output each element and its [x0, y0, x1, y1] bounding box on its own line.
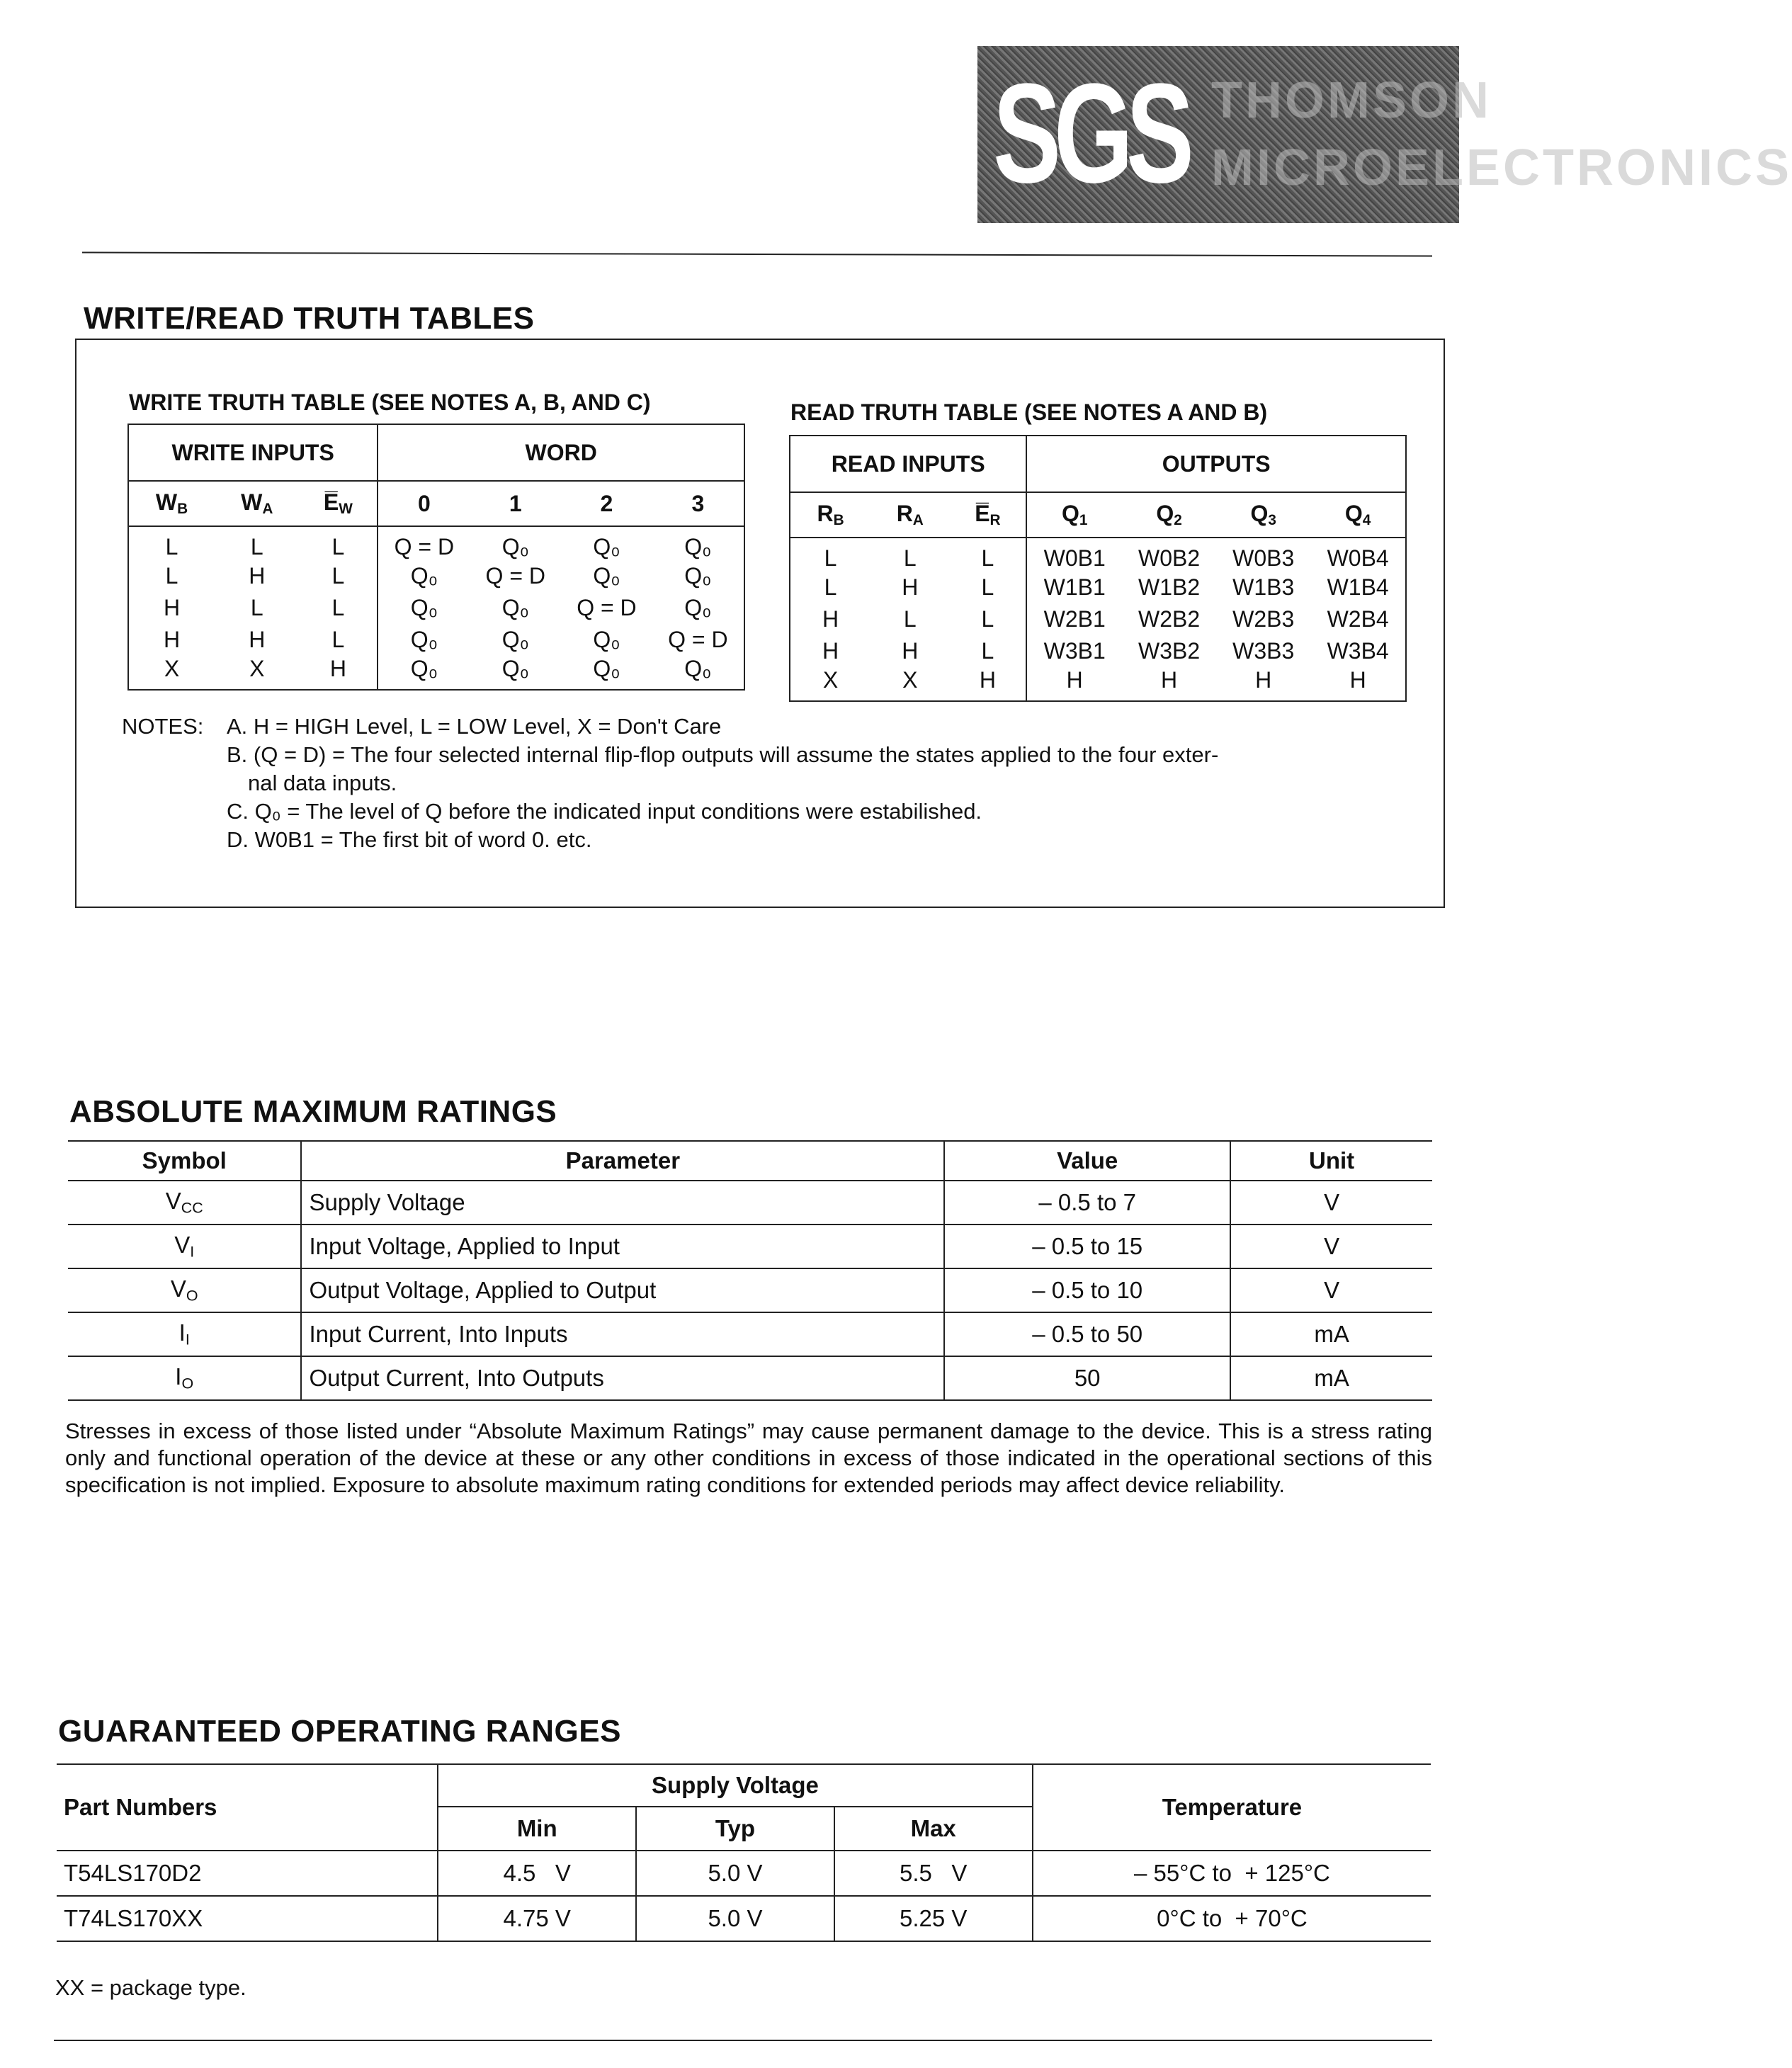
write-cell: Q₀	[593, 534, 620, 559]
write-cell: Q₀	[684, 595, 712, 620]
abs-max-row	[68, 1225, 1432, 1268]
read-col-0	[790, 492, 871, 538]
operating-ranges-table	[57, 1763, 1431, 1942]
read-cell: H	[1066, 667, 1083, 693]
read-cell: H	[822, 638, 839, 664]
write-col-3-main: 0	[417, 490, 431, 516]
write-cell: H	[299, 656, 378, 690]
operating-typ: 5.0 V	[636, 1896, 834, 1941]
read-cell: L	[903, 545, 917, 571]
read-cell: W2B4	[1327, 606, 1389, 632]
write-cell: L	[299, 592, 378, 624]
write-col-2-main: E̅	[323, 489, 339, 515]
read-cell: W2B3	[1232, 606, 1295, 632]
col-supply-voltage: Supply Voltage	[438, 1764, 1033, 1807]
write-row	[128, 560, 744, 592]
operating-part: T54LS170D2	[57, 1851, 438, 1896]
operating-max: 5.5 V	[834, 1851, 1033, 1896]
read-row	[790, 635, 1406, 667]
read-cell: W2B2	[1138, 606, 1201, 632]
write-cell: L	[250, 595, 263, 620]
abs-max-row	[68, 1268, 1432, 1312]
read-cell: X	[902, 667, 918, 693]
read-truth-table	[789, 435, 1407, 702]
write-cell: Q = D	[668, 627, 728, 652]
notes-list	[227, 712, 1424, 854]
package-footnote: XX = package type.	[55, 1975, 246, 2000]
write-col-4	[470, 481, 561, 526]
write-cell: X	[164, 656, 180, 681]
abs-max-unit: V	[1324, 1233, 1340, 1259]
symbol-main: I	[178, 1319, 186, 1346]
col-unit: Unit	[1309, 1147, 1355, 1174]
operating-min: 4.5 V	[438, 1851, 636, 1896]
logo-company: THOMSON MICROELECTRONICS	[1211, 72, 1792, 196]
read-cell: W0B4	[1327, 545, 1389, 571]
read-cell: W1B4	[1327, 574, 1389, 600]
abs-max-value: – 0.5 to 7	[944, 1181, 1230, 1225]
read-col-1-main: R	[896, 500, 913, 526]
abs-max-symbol	[68, 1356, 301, 1400]
read-inputs-group: READ INPUTS	[790, 436, 1026, 492]
read-cell: H	[822, 606, 839, 632]
abs-max-title: ABSOLUTE MAXIMUM RATINGS	[69, 1094, 557, 1129]
abs-max-parameter: Input Voltage, Applied to Input	[301, 1225, 944, 1268]
write-cell: Q₀	[684, 534, 712, 559]
read-row	[790, 667, 1406, 701]
write-row	[128, 592, 744, 624]
symbol-sub: I	[185, 1331, 190, 1348]
bottom-rule	[54, 2040, 1432, 2041]
outputs-group: OUTPUTS	[1026, 436, 1406, 492]
write-cell: Q₀	[410, 563, 438, 589]
read-col-3-sub: 1	[1079, 512, 1088, 529]
write-col-5	[561, 481, 652, 526]
abs-max-unit: mA	[1314, 1321, 1349, 1347]
write-cell: Q₀	[593, 627, 620, 652]
abs-max-unit: V	[1324, 1189, 1340, 1215]
write-cell: Q₀	[593, 563, 620, 589]
read-col-2	[949, 492, 1026, 538]
write-cell: H	[163, 627, 181, 652]
read-col-6-main: Q	[1344, 500, 1363, 526]
abs-max-row	[68, 1181, 1432, 1225]
write-col-1-sub: A	[262, 501, 273, 518]
read-col-4-main: Q	[1156, 500, 1174, 526]
write-cell: H	[163, 595, 181, 620]
note-b: B. (Q = D) = The four selected internal flip-flop outputs will assume the states applied to the four exter-	[227, 742, 1219, 767]
write-cell: Q₀	[501, 627, 529, 652]
read-cell: W0B2	[1138, 545, 1201, 571]
write-col-6-main: 3	[691, 490, 705, 516]
read-cell: W2B1	[1043, 606, 1106, 632]
read-col-4	[1122, 492, 1216, 538]
read-col-4-sub: 2	[1174, 512, 1182, 529]
symbol-sub: CC	[181, 1199, 203, 1217]
write-table-title: WRITE TRUTH TABLE (SEE NOTES A, B, AND C)	[129, 390, 651, 415]
abs-max-disclaimer: Stresses in excess of those listed under “Absolute Maximum Ratings” may cause permanent damage to the device. This is a stress rating only and functional operation of the device at these or any other conditions in excess of those indicated in the operational sections of this specification is not implied. Exposure to absolute maximum rating conditions for extended periods may affect device reliability.	[65, 1419, 1432, 1497]
write-cell: L	[299, 526, 378, 560]
symbol-sub: I	[190, 1243, 195, 1261]
read-cell: H	[1349, 667, 1366, 693]
write-cell: Q₀	[410, 656, 438, 681]
symbol-sub: O	[181, 1375, 194, 1392]
operating-temp: – 55°C to + 125°C	[1134, 1860, 1330, 1886]
col-value: Value	[944, 1141, 1230, 1181]
read-cell: W3B3	[1232, 638, 1295, 664]
read-cell: L	[824, 545, 837, 571]
read-col-3	[1026, 492, 1122, 538]
truth-tables-title: WRITE/READ TRUTH TABLES	[84, 301, 535, 336]
abs-max-row	[68, 1312, 1432, 1356]
abs-max-unit: mA	[1314, 1365, 1349, 1391]
abs-max-value: – 0.5 to 15	[944, 1225, 1230, 1268]
write-cell: H	[249, 627, 266, 652]
read-cell: W1B1	[1043, 574, 1106, 600]
word-group: WORD	[378, 424, 744, 481]
write-row	[128, 656, 744, 690]
read-cell: H	[1161, 667, 1178, 693]
read-cell: H	[949, 667, 1026, 701]
abs-max-parameter: Supply Voltage	[301, 1181, 944, 1225]
read-col-2-sub: R	[989, 512, 1001, 529]
abs-max-symbol	[68, 1312, 301, 1356]
write-cell: Q = D	[394, 534, 455, 559]
read-cell: W3B2	[1138, 638, 1201, 664]
abs-max-parameter: Input Current, Into Inputs	[301, 1312, 944, 1356]
col-min: Min	[438, 1807, 636, 1851]
note-a: A. H = HIGH Level, L = LOW Level, X = Don't Care	[227, 714, 722, 739]
write-cell: H	[249, 563, 266, 589]
operating-row	[57, 1896, 1431, 1941]
write-cell: Q₀	[410, 595, 438, 620]
operating-max: 5.25 V	[834, 1896, 1033, 1941]
write-col-1-main: W	[241, 489, 263, 515]
col-temperature: Temperature	[1033, 1764, 1431, 1851]
read-row	[790, 572, 1406, 603]
write-col-5-main: 2	[600, 490, 613, 516]
write-cell: Q₀	[501, 656, 529, 681]
read-cell: H	[902, 574, 919, 600]
operating-temp: 0°C to + 70°C	[1157, 1905, 1308, 1931]
read-col-5-main: Q	[1250, 500, 1269, 526]
read-cell: L	[949, 635, 1026, 667]
read-cell: X	[822, 667, 839, 693]
read-cell: L	[824, 574, 837, 600]
absolute-max-table	[68, 1140, 1432, 1401]
read-cell: H	[1255, 667, 1272, 693]
read-col-1-sub: A	[912, 512, 924, 529]
read-col-1	[871, 492, 949, 538]
write-cell: L	[299, 624, 378, 656]
read-col-6	[1310, 492, 1406, 538]
symbol-sub: O	[186, 1287, 198, 1305]
write-col-1	[215, 481, 299, 526]
operating-row	[57, 1851, 1431, 1896]
write-cell: L	[299, 560, 378, 592]
read-table-title: READ TRUTH TABLE (SEE NOTES A AND B)	[790, 399, 1268, 425]
write-cell: Q₀	[410, 627, 438, 652]
read-cell: H	[902, 638, 919, 664]
read-col-6-sub: 4	[1362, 512, 1371, 529]
write-col-0-sub: B	[177, 501, 188, 518]
write-col-2	[299, 481, 378, 526]
write-cell: Q = D	[577, 595, 637, 620]
sgs-thomson-logo	[977, 46, 1792, 223]
read-cell: L	[949, 538, 1026, 572]
symbol-main: V	[174, 1232, 191, 1259]
abs-max-unit: V	[1324, 1277, 1340, 1303]
write-col-4-main: 1	[509, 490, 522, 516]
write-cell: Q₀	[501, 534, 529, 559]
write-cell: Q₀	[501, 595, 529, 620]
read-col-2-main: E̅	[975, 500, 990, 526]
note-d: D. W0B1 = The first bit of word 0. etc.	[227, 827, 592, 852]
write-col-0-main: W	[155, 489, 178, 515]
write-row	[128, 526, 744, 560]
write-cell: Q = D	[485, 563, 546, 589]
read-cell: W3B1	[1043, 638, 1106, 664]
read-cell: W0B1	[1043, 545, 1106, 571]
col-typ: Typ	[636, 1807, 834, 1851]
symbol-main: V	[165, 1188, 181, 1215]
write-cell: Q₀	[684, 656, 712, 681]
write-col-3	[378, 481, 470, 526]
abs-max-value: – 0.5 to 10	[944, 1268, 1230, 1312]
col-symbol: Symbol	[68, 1141, 301, 1181]
read-cell: W1B2	[1138, 574, 1201, 600]
symbol-main: V	[170, 1276, 186, 1302]
read-col-3-main: Q	[1061, 500, 1079, 526]
note-b-cont: nal data inputs.	[248, 771, 397, 795]
abs-max-parameter: Output Current, Into Outputs	[301, 1356, 944, 1400]
read-cell: L	[949, 572, 1026, 603]
read-col-5	[1216, 492, 1310, 538]
read-row	[790, 603, 1406, 635]
read-col-5-sub: 3	[1268, 512, 1276, 529]
abs-max-value: 50	[944, 1356, 1230, 1400]
abs-max-symbol	[68, 1268, 301, 1312]
read-col-0-sub: B	[833, 512, 844, 529]
read-row	[790, 538, 1406, 572]
read-cell: W0B3	[1232, 545, 1295, 571]
symbol-main: I	[175, 1363, 182, 1390]
logo-mark: SGS	[993, 55, 1187, 212]
operating-ranges-title: GUARANTEED OPERATING RANGES	[58, 1714, 621, 1749]
write-cell: Q₀	[593, 656, 620, 681]
read-cell: L	[903, 606, 917, 632]
operating-part: T74LS170XX	[57, 1896, 438, 1941]
write-col-2-sub: W	[339, 501, 353, 518]
write-col-6	[652, 481, 744, 526]
col-part-numbers: Part Numbers	[57, 1764, 438, 1851]
abs-max-row	[68, 1356, 1432, 1400]
write-col-0	[128, 481, 215, 526]
write-cell: L	[165, 534, 178, 559]
read-cell: W3B4	[1327, 638, 1389, 664]
read-cell: W1B3	[1232, 574, 1295, 600]
abs-max-value: – 0.5 to 50	[944, 1312, 1230, 1356]
note-c: C. Q₀ = The level of Q before the indicated input conditions were estabilished.	[227, 799, 982, 824]
write-truth-table	[127, 424, 745, 691]
write-cell: X	[249, 656, 265, 681]
operating-min: 4.75 V	[438, 1896, 636, 1941]
read-col-0-main: R	[817, 500, 834, 526]
abs-max-parameter: Output Voltage, Applied to Output	[301, 1268, 944, 1312]
read-cell: L	[949, 603, 1026, 635]
top-rule	[82, 252, 1432, 257]
abs-max-symbol	[68, 1225, 301, 1268]
truth-tables-box	[75, 339, 1445, 908]
write-cell: L	[250, 534, 263, 559]
abs-max-symbol	[68, 1181, 301, 1225]
operating-typ: 5.0 V	[636, 1851, 834, 1896]
write-cell: Q₀	[684, 563, 712, 589]
write-cell: L	[165, 563, 178, 589]
col-parameter: Parameter	[301, 1141, 944, 1181]
notes-label: NOTES:	[122, 714, 204, 739]
write-inputs-group: WRITE INPUTS	[128, 424, 378, 481]
col-max: Max	[834, 1807, 1033, 1851]
write-row	[128, 624, 744, 656]
